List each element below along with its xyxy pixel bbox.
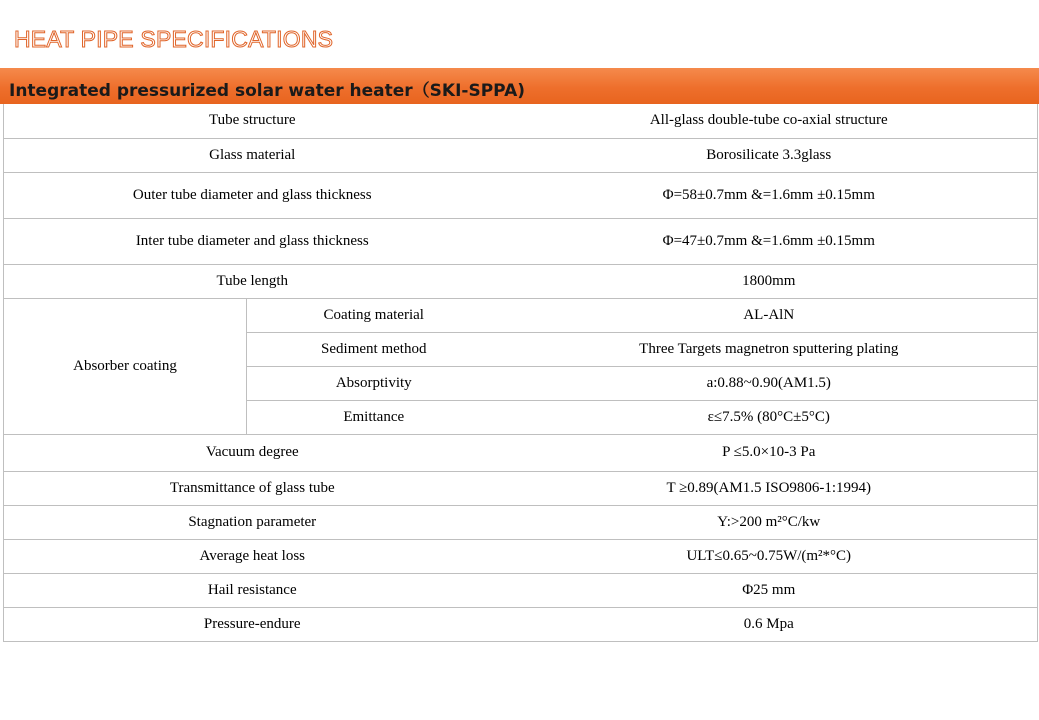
banner-title: Integrated pressurized solar water heater（SKI-SPPA) [9,81,526,101]
spec-value: T ≥0.89(AM1.5 ISO9806-1:1994) [501,471,1038,505]
spec-label: Tube length [4,264,501,298]
table-row [4,471,1038,505]
table-row [4,172,1038,218]
spec-value: All-glass double-tube co-axial structure [501,104,1038,138]
spec-value: ULT≤0.65~0.75W/(m²*°C) [501,539,1038,573]
spec-value: 0.6 Mpa [501,607,1038,641]
spec-label: Vacuum degree [4,434,501,471]
table-row [4,264,1038,298]
spec-label: Inter tube diameter and glass thickness [4,218,501,264]
spec-value: Φ=47±0.7mm &=1.6mm ±0.15mm [501,218,1038,264]
spec-value: P ≤5.0×10-3 Pa [501,434,1038,471]
spec-value: 1800mm [501,264,1038,298]
table-row [4,573,1038,607]
table-row [4,218,1038,264]
table-row [4,298,1038,332]
spec-sublabel: Absorptivity [247,366,501,400]
spec-value: ε≤7.5% (80°C±5°C) [501,400,1038,434]
spec-value: Φ25 mm [501,573,1038,607]
spec-value: Φ=58±0.7mm &=1.6mm ±0.15mm [501,172,1038,218]
table-row [4,434,1038,471]
spec-label: Outer tube diameter and glass thickness [4,172,501,218]
table-row [4,138,1038,172]
spec-value: Borosilicate 3.3glass [501,138,1038,172]
spec-sublabel: Sediment method [247,332,501,366]
spec-label: Transmittance of glass tube [4,471,501,505]
spec-label: Pressure-endure [4,607,501,641]
spec-value: AL-AlN [501,298,1038,332]
spec-label: Tube structure [4,104,501,138]
spec-sublabel: Emittance [247,400,501,434]
spec-label: Stagnation parameter [4,505,501,539]
table-row [4,607,1038,641]
spec-table [3,104,1038,642]
spec-label: Average heat loss [4,539,501,573]
spec-value: Three Targets magnetron sputtering plating [501,332,1038,366]
page-title: HEAT PIPE SPECIFICATIONS [14,26,334,52]
table-row [4,104,1038,138]
product-banner [0,68,1039,104]
spec-value: a:0.88~0.90(AM1.5) [501,366,1038,400]
spec-label: Hail resistance [4,573,501,607]
spec-label: Glass material [4,138,501,172]
table-row [4,505,1038,539]
absorber-coating-label: Absorber coating [4,298,247,434]
spec-value: Y:>200 m²°C/kw [501,505,1038,539]
table-row [4,539,1038,573]
spec-sublabel: Coating material [247,298,501,332]
